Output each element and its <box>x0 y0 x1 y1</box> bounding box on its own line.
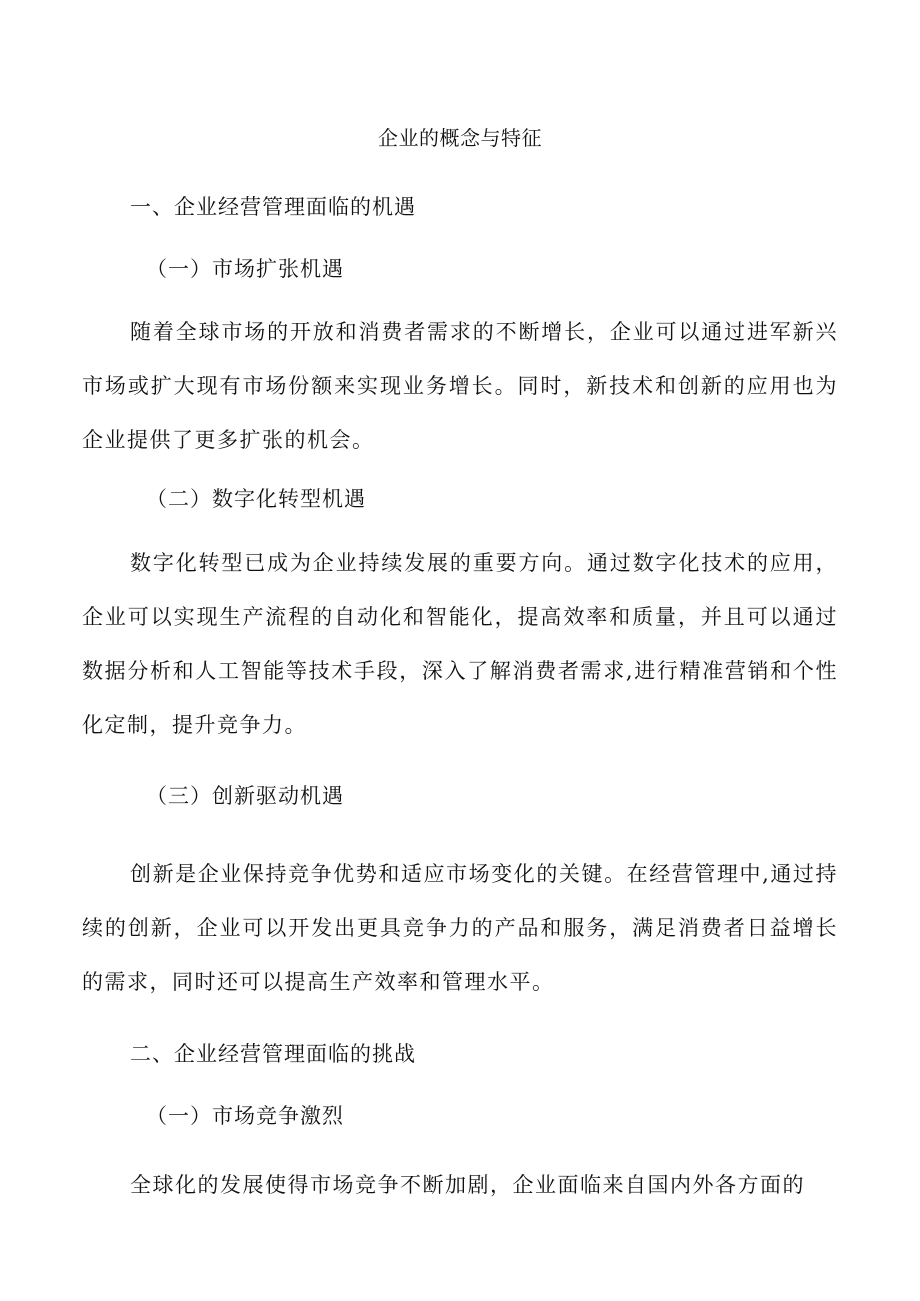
document-title: 企业的概念与特征 <box>378 126 542 150</box>
subsection-heading-market-competition: （一）市场竞争激烈 <box>146 1104 344 1128</box>
section-heading-challenges: 二、企业经营管理面临的挑战 <box>130 1042 416 1066</box>
subsection-heading-innovation: （三）创新驱动机遇 <box>146 784 344 808</box>
paragraph-market-competition: 全球化的发展使得市场竞争不断加剧，企业面临来自国内外各方面的 <box>130 1173 805 1197</box>
section-heading-opportunities: 一、企业经营管理面临的机遇 <box>130 195 416 219</box>
subsection-heading-market-expansion: （一）市场扩张机遇 <box>146 257 344 281</box>
subsection-heading-digital-transformation: （二）数字化转型机遇 <box>146 487 366 511</box>
paragraph-digital-transformation: 数字化转型已成为企业持续发展的重要方向。通过数字化技术的应用，企业可以实现生产流程的自动化和智能化，提高效率和质量，并且可以通过数据分析和人工智能等技术手段，深入了解消费者需求,进行精准营销和个性化定制，提升竞争力。 <box>82 551 838 737</box>
paragraph-market-expansion: 随着全球市场的开放和消费者需求的不断增长，企业可以通过进军新兴市场或扩大现有市场份额来实现业务增长。同时，新技术和创新的应用也为企业提供了更多扩张的机会。 <box>82 320 838 452</box>
paragraph-innovation: 创新是企业保持竞争优势和适应市场变化的关键。在经营管理中,通过持续的创新，企业可以开发出更具竞争力的产品和服务，满足消费者日益增长的需求，同时还可以提高生产效率和管理水平。 <box>82 862 838 994</box>
